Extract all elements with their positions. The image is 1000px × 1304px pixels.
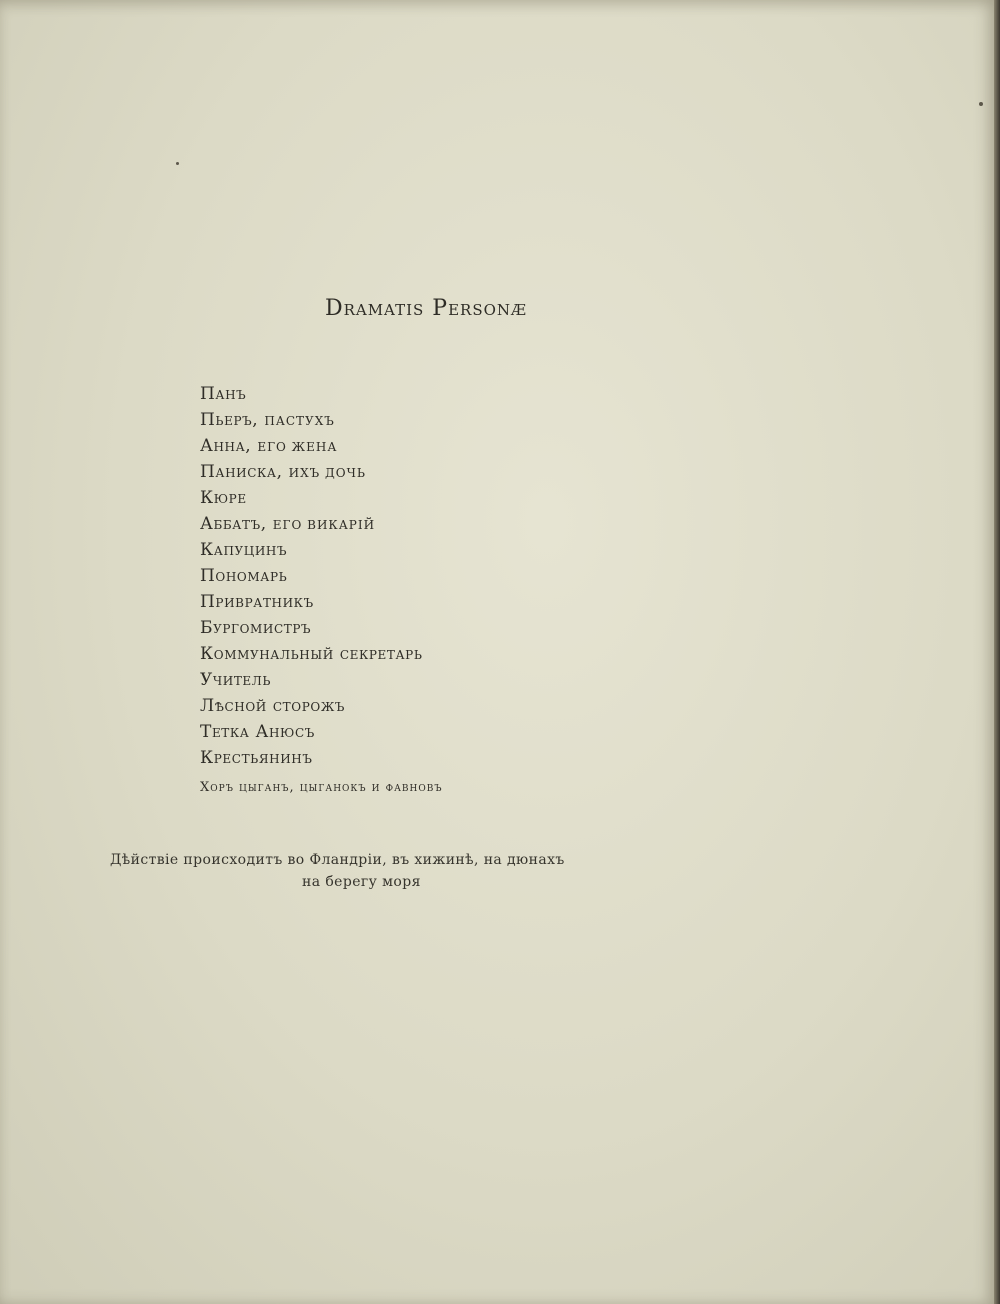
cast-name: Тетка Анюсъ <box>200 722 315 742</box>
cast-name: Привратникъ <box>200 592 314 612</box>
cast-item <box>200 563 443 589</box>
cast-item <box>200 719 443 745</box>
cast-name: Учитель <box>200 670 272 690</box>
cast-name: Крестьянинъ <box>200 748 313 768</box>
setting-line: на берегу моря <box>302 874 421 890</box>
cast-item <box>200 459 443 485</box>
page-title: Dramatis Personæ <box>324 296 528 321</box>
cast-item <box>200 641 443 667</box>
cast-item <box>200 433 443 459</box>
cast-item <box>200 615 443 641</box>
cast-role: ЕГО ЖЕНА <box>257 440 338 454</box>
cast-name: Капуцинъ <box>200 540 288 560</box>
cast-name: Лѣсной сторожъ <box>200 696 346 716</box>
cast-name: Коммунальный секретарь <box>200 644 423 664</box>
setting-line: Дѣйствіе происходитъ во Фландріи, въ хижинѣ, на дюнахъ <box>110 852 565 868</box>
cast-name: Паниска, <box>200 462 283 482</box>
paper-speck <box>979 102 983 106</box>
cast-name: Бургомистръ <box>200 618 312 638</box>
cast-item <box>200 667 443 693</box>
cast-role: ИХЪ ДОЧЬ <box>288 466 366 480</box>
chorus-line: Хоръ цыганъ, цыганокъ и фавновъ <box>200 780 443 795</box>
page-edge-shadow <box>994 0 1000 1304</box>
cast-item <box>200 381 443 407</box>
cast-name: Пономарь <box>200 566 288 586</box>
cast-item <box>200 693 443 719</box>
paper-speck <box>176 162 179 165</box>
cast-name: Аббатъ, <box>200 514 267 534</box>
cast-item <box>200 511 443 537</box>
cast-item <box>200 485 443 511</box>
cast-name: Панъ <box>200 384 247 404</box>
cast-list <box>200 381 443 801</box>
setting-note <box>110 852 650 890</box>
cast-name: Анна, <box>200 436 252 456</box>
cast-role: ЕГО ВИКАРІЙ <box>272 518 376 532</box>
cast-name: Пьеръ, <box>200 410 259 430</box>
cast-item <box>200 537 443 563</box>
cast-item <box>200 745 443 771</box>
cast-item <box>200 407 443 433</box>
cast-item <box>200 589 443 615</box>
cast-role: ПАСТУХЪ <box>264 414 335 428</box>
cast-name: Кюре <box>200 488 247 508</box>
